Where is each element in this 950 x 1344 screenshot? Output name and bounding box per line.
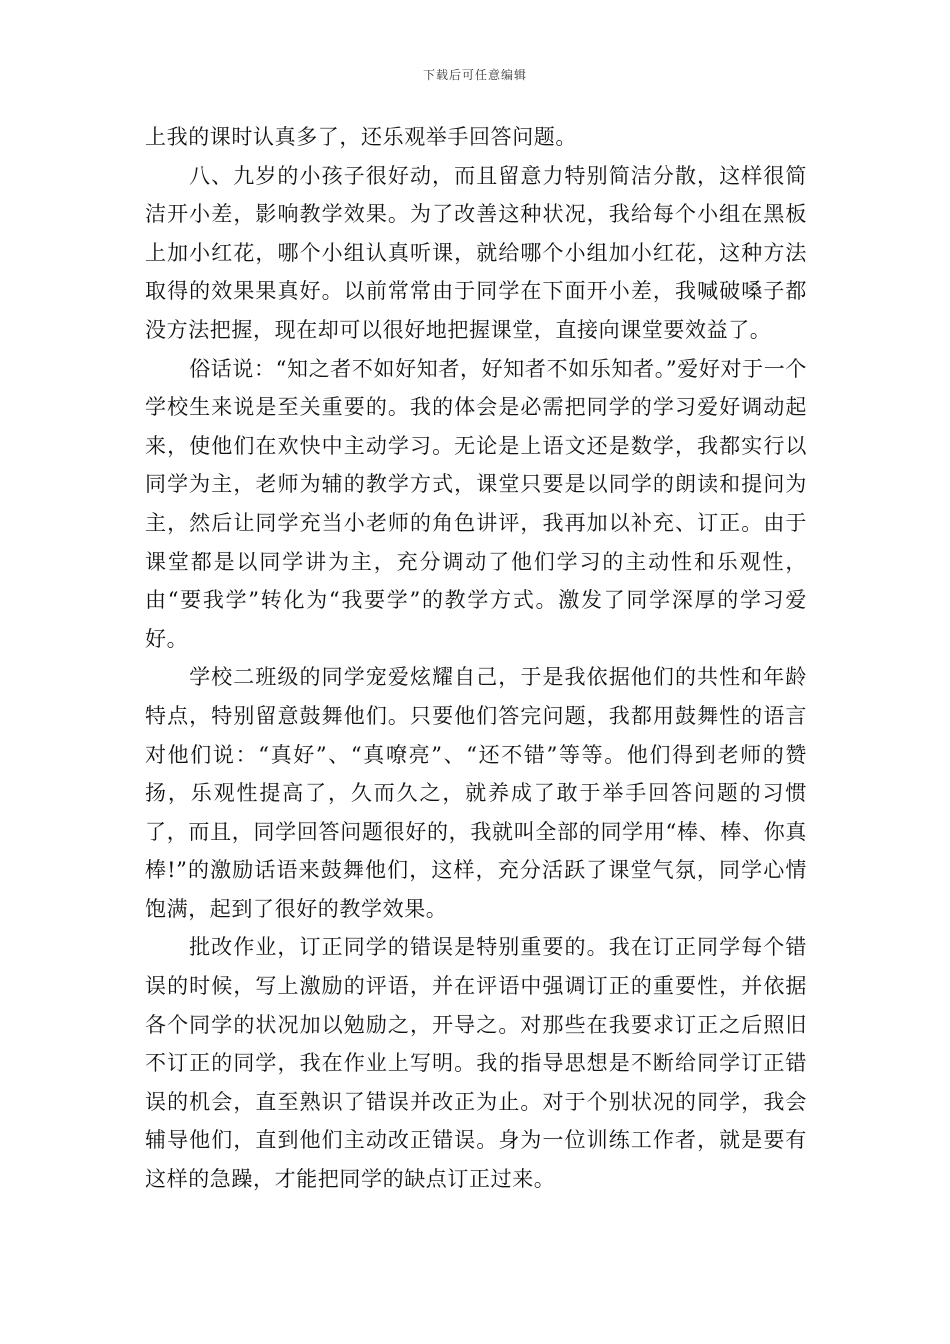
document-body [145, 118, 807, 1199]
page-header: 下载后可任意编辑 [422, 68, 527, 82]
paragraph-homework: 批改作业，订正同学的错误是特别重要的。我在订正同学每个错误的时候，写上激励的评语，并在评语中强调订正的重要性，并依据各个同学的状况加以勉励之，开导之。对那些在我要求订正之后照旧不订正的同学，我在作业上写明。我的指导思想是不断给同学订正错误的机会，直至熟识了错误并改正为止。对于个别状况的同学，我会辅导他们，直到他们主动改正错误。身为一位训练工作者，就是要有这样的急躁，才能把同学的缺点订正过来。 [145, 935, 807, 1192]
paragraph-encouragement: 学校二班级的同学宠爱炫耀自己，于是我依据他们的共性和年龄特点，特别留意鼓舞他们。只要他们答完问题，我都用鼓舞性的语言对他们说：“真好”、“真嘹亮”、“还不错”等等。他们得到老师的赞扬，乐观性提高了，久而久之，就养成了敢于举手回答问题的习惯了，而且，同学回答问题很好的，我就叫全部的同学用“棒、棒、你真棒!”的激励话语来鼓舞他们，这样，充分活跃了课堂气氛，同学心情饱满，起到了很好的教学效果。 [145, 665, 807, 921]
paragraph-attention: 八、九岁的小孩子很好动，而且留意力特别简洁分散，这样很简洁开小差，影响教学效果。为了改善这种状况，我给每个小组在黑板上加小红花，哪个小组认真听课，就给哪个小组加小红花，这种方法取得的效果果真好。以前常常由于同学在下面开小差，我喊破嗓子都没方法把握，现在却可以很好地把握课堂，直接向课堂要效益了。 [145, 163, 807, 342]
paragraph-continuation: 上我的课时认真多了，还乐观举手回答问题。 [145, 125, 577, 149]
paragraph-interest: 俗话说：“知之者不如好知者，好知者不如乐知者。”爱好对于一个学校生来说是至关重要的。我的体会是必需把同学的学习爱好调动起来，使他们在欢快中主动学习。无论是上语文还是数学，我都实行以同学为主，老师为辅的教学方式，课堂只要是以同学的朗读和提问为主，然后让同学充当小老师的角色讲评，我再加以补充、订正。由于课堂都是以同学讲为主，充分调动了他们学习的主动性和乐观性，由“要我学”转化为“我要学”的教学方式。激发了同学深厚的学习爱好。 [145, 356, 807, 651]
